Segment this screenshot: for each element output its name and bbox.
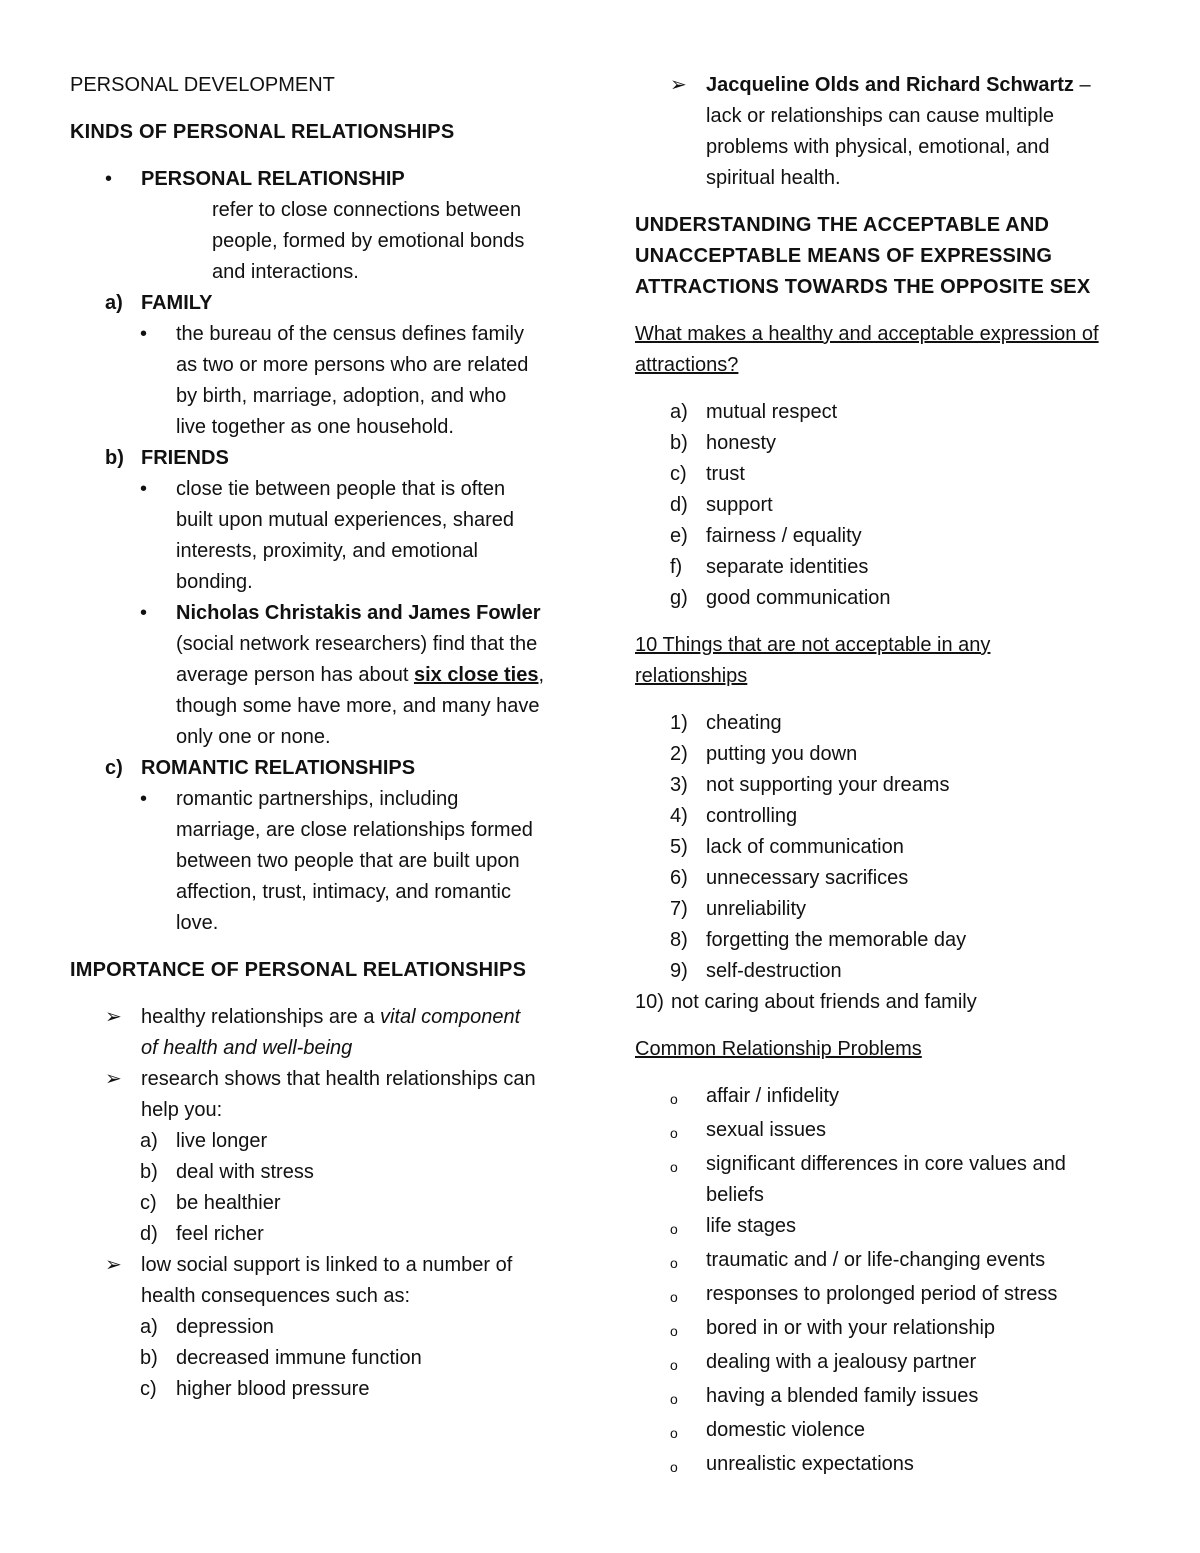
importance-heading: IMPORTANCE OF PERSONAL RELATIONSHIPS (70, 959, 527, 981)
list-item: g) good communication (670, 587, 891, 609)
list-item: o sexual issues (670, 1115, 1135, 1149)
arrow-bullet-icon: ➢ (105, 1068, 122, 1090)
list-item: 8) forgetting the memorable day (670, 929, 967, 951)
list-item: o domestic violence (670, 1415, 1135, 1449)
list-item: f) separate identities (670, 556, 869, 578)
friends-label: FRIENDS (141, 447, 229, 469)
list-item: d) support (670, 494, 773, 516)
arrow-bullet-icon: ➢ (670, 74, 687, 96)
list-item: 6) unnecessary sacrifices (670, 867, 909, 889)
list-item: 10) not caring about friends and family (635, 991, 977, 1013)
list-item: o bored in or with your relationship (670, 1313, 1135, 1347)
healthy-list (635, 397, 1135, 614)
list-item: b) deal with stress (140, 1161, 314, 1183)
circle-bullet-icon: o (670, 1125, 678, 1141)
list-item: 5) lack of communication (670, 836, 904, 858)
list-item: o traumatic and / or life-changing events (670, 1245, 1135, 1279)
not-acceptable-heading: 10 Things that are not acceptable in any relationships (635, 634, 991, 687)
left-column (70, 70, 575, 1405)
friends-marker: b) (105, 447, 124, 469)
list-item: 7) unreliability (670, 898, 807, 920)
problems-list (635, 1081, 1135, 1483)
list-item: c) higher blood pressure (140, 1378, 370, 1400)
olds-schwartz-note: ➢ Jacqueline Olds and Richard Schwartz – lack or relationships can cause multiple problems with physical, emotional, and spiritual health. (635, 70, 1135, 194)
bullet-icon: • (140, 323, 148, 345)
circle-bullet-icon: o (670, 1159, 678, 1175)
circle-bullet-icon: o (670, 1091, 678, 1107)
problems-heading: Common Relationship Problems (635, 1038, 922, 1060)
list-item: o responses to prolonged period of stress (670, 1279, 1135, 1313)
healthy-question: What makes a healthy and acceptable expression of attractions? (635, 323, 1099, 376)
circle-bullet-icon: o (670, 1425, 678, 1441)
benefits-list (70, 1126, 575, 1250)
list-item: 3) not supporting your dreams (670, 774, 950, 796)
list-item: 9) self-destruction (670, 960, 842, 982)
kinds-heading: KINDS OF PERSONAL RELATIONSHIPS (70, 121, 455, 143)
family-marker: a) (105, 292, 123, 314)
family-item (70, 288, 575, 319)
list-item: a) live longer (140, 1130, 268, 1152)
circle-bullet-icon: o (670, 1289, 678, 1305)
circle-bullet-icon: o (670, 1357, 678, 1373)
christakis-names: Nicholas Christakis and James Fowler (176, 602, 541, 624)
list-item: b) decreased immune function (140, 1347, 422, 1369)
list-item: o life stages (670, 1211, 1135, 1245)
list-item: b) honesty (670, 432, 777, 454)
list-item: o having a blended family issues (670, 1381, 1135, 1415)
romantic-marker: c) (105, 757, 123, 779)
romantic-label: ROMANTIC RELATIONSHIPS (141, 757, 416, 779)
not-acceptable-list (635, 708, 1135, 1018)
family-label: FAMILY (141, 292, 213, 314)
list-item: d) feel richer (140, 1223, 264, 1245)
circle-bullet-icon: o (670, 1459, 678, 1475)
list-item: o dealing with a jealousy partner (670, 1347, 1135, 1381)
arrow-bullet-icon: ➢ (105, 1254, 122, 1276)
personal-relationship-label: PERSONAL RELATIONSHIP (141, 168, 405, 190)
list-item: 2) putting you down (670, 743, 858, 765)
personal-definition: refer to close connections between people, formed by emotional bonds and interactions. (212, 199, 525, 283)
list-item: o affair / infidelity (670, 1081, 1135, 1115)
list-item: o significant differences in core values and beliefs (670, 1149, 1135, 1211)
circle-bullet-icon: o (670, 1255, 678, 1271)
list-item: 1) cheating (670, 712, 782, 734)
christakis-note: • Nicholas Christakis and James Fowler (social network researchers) find that the average person has about six close ties, though some have more, and many have only one or none. (70, 598, 575, 753)
list-item: a) mutual respect (670, 401, 838, 423)
circle-bullet-icon: o (670, 1323, 678, 1339)
page-title: PERSONAL DEVELOPMENT (70, 74, 335, 96)
olds-schwartz-names: Jacqueline Olds and Richard Schwartz (706, 74, 1074, 96)
list-item (70, 164, 575, 195)
bullet-icon: • (140, 602, 148, 624)
importance-item-2: ➢ research shows that health relationships can help you: (70, 1064, 575, 1126)
bullet-icon: • (140, 788, 148, 810)
romantic-item (70, 753, 575, 784)
romantic-definition: • romantic partnerships, including marriage, are close relationships formed between two people that are built upon affection, trust, intimacy, and romantic love. (70, 784, 575, 939)
friends-item (70, 443, 575, 474)
arrow-bullet-icon: ➢ (105, 1006, 122, 1028)
consequences-list (70, 1312, 575, 1405)
list-item: 4) controlling (670, 805, 798, 827)
circle-bullet-icon: o (670, 1221, 678, 1237)
friends-definition: • close tie between people that is often built upon mutual experiences, shared interests, proximity, and emotional bonding. (70, 474, 575, 598)
six-close-ties: six close ties (413, 664, 539, 686)
circle-bullet-icon: o (670, 1391, 678, 1407)
understanding-heading: UNDERSTANDING THE ACCEPTABLE AND UNACCEPTABLE MEANS OF EXPRESSING ATTRACTIONS TOWARDS THE OPPOSITE SEX (635, 214, 1091, 298)
bullet-icon: • (105, 168, 113, 190)
list-item: e) fairness / equality (670, 525, 862, 547)
importance-item-1: ➢ healthy relationships are a vital component of health and well-being (70, 1002, 575, 1064)
bullet-icon: • (140, 478, 148, 500)
family-definition: • the bureau of the census defines family as two or more persons who are related by birth, marriage, adoption, and who live together as one household. (70, 319, 575, 443)
list-item: c) be healthier (140, 1192, 281, 1214)
importance-item-3: ➢ low social support is linked to a number of health consequences such as: (70, 1250, 575, 1312)
list-item: a) depression (140, 1316, 274, 1338)
right-column (635, 70, 1135, 1483)
list-item: c) trust (670, 463, 745, 485)
list-item: o unrealistic expectations (670, 1449, 1135, 1483)
